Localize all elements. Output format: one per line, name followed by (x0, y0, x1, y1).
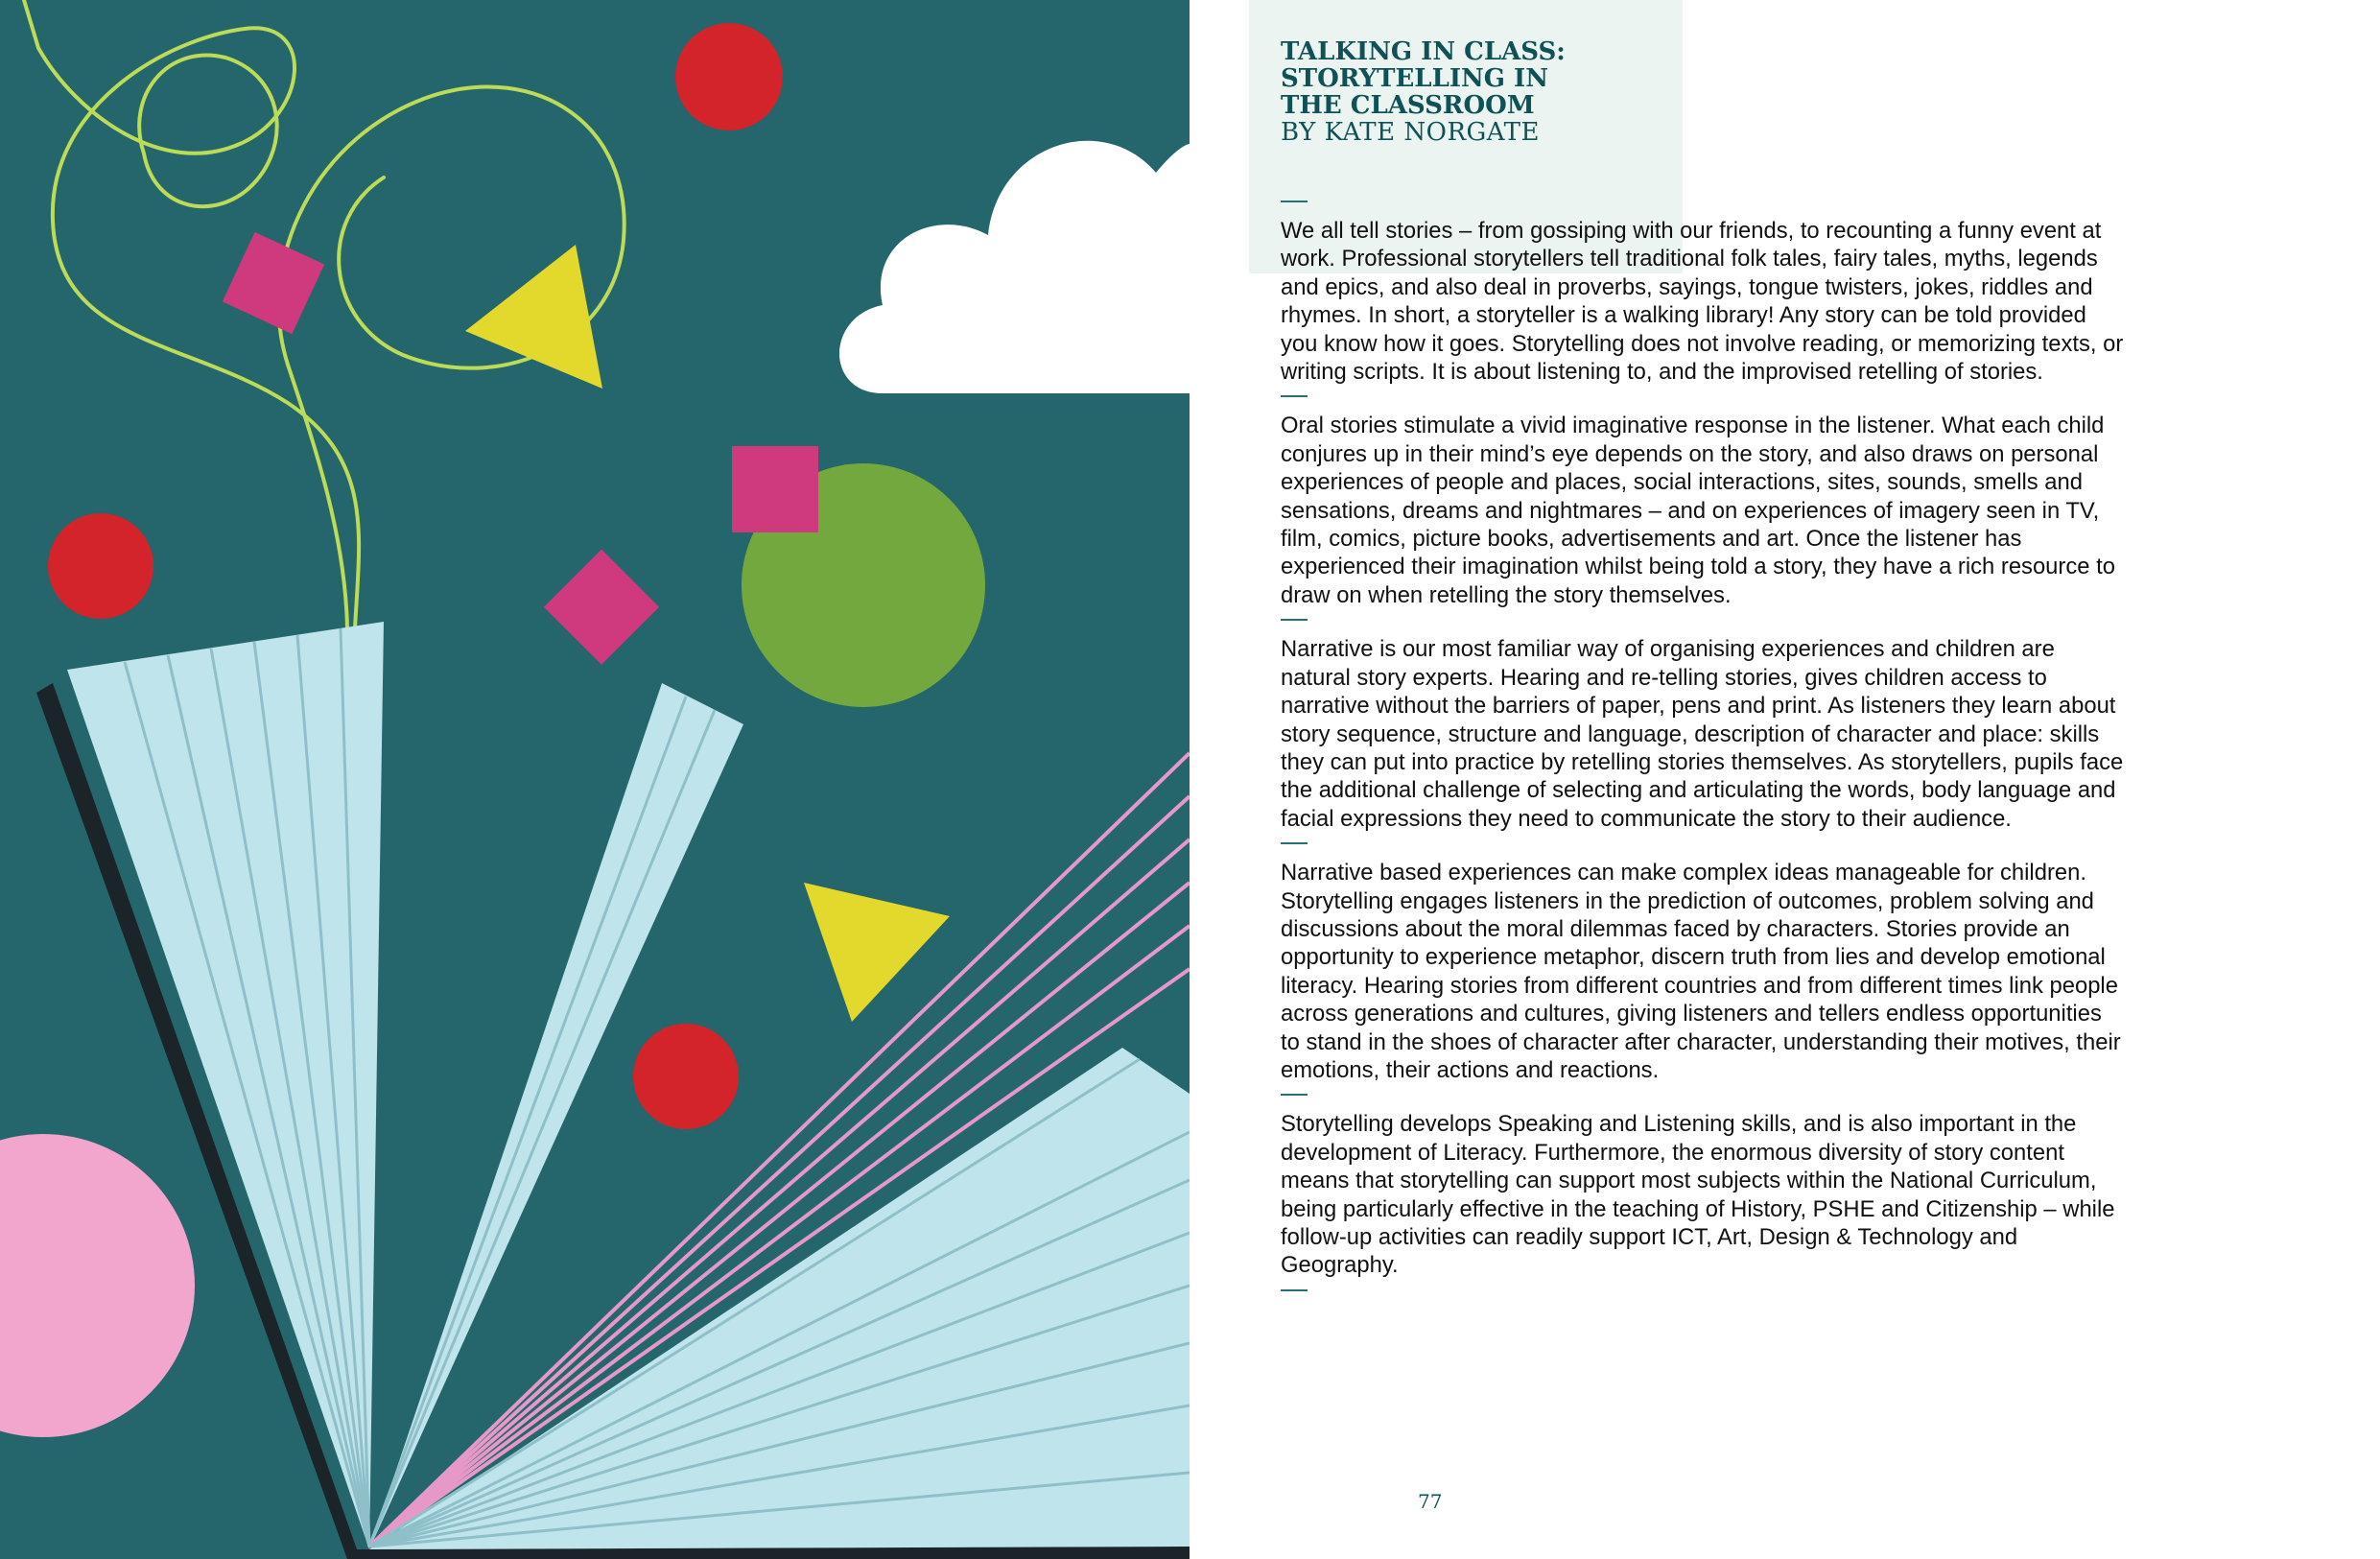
article-title-block (1281, 38, 1818, 146)
article-title-line-3: THE CLASSROOM (1281, 91, 1535, 120)
magenta-square-2 (732, 446, 818, 532)
section-divider (1281, 842, 1308, 844)
red-circle-left (48, 513, 153, 619)
article-paragraph-5: Storytelling develops Speaking and Listening skills, and is also important in the development of Literacy. Furthermore, the enormous diversity of story content means that storytelling can support most subjects within the National Curriculum, being particularly effective in the teaching of History, PSHE and Citizenship – while follow-up activities can readily support ICT, Art, Design & Technology and Geography. (1281, 1111, 2115, 1279)
red-circle-bottom (633, 1024, 739, 1129)
section-divider (1281, 395, 1308, 397)
section-divider (1281, 619, 1308, 621)
article-paragraph-4: Narrative based experiences can make complex ideas manageable for children. Storytelling engages listeners in the prediction of outcomes, problem solving and discussions about the moral dilemmas faced by characters. Stories provide an opportunity to experience metaphor, discern truth from lies and develop emotional literacy. Hearing stories from different countries and from different times link people across generations and cultures, giving listeners and tellers endless opportunities to stand in the shoes of character after character, understanding their motives, their emotions, their actions and reactions. (1281, 860, 2121, 1083)
article-title-line-1: TALKING IN CLASS: (1281, 37, 1566, 66)
section-divider (1281, 201, 1308, 202)
article-byline: BY KATE NORGATE (1281, 118, 1540, 147)
section-divider (1281, 1094, 1308, 1096)
article-title-line-2: STORYTELLING IN (1281, 64, 1548, 93)
red-circle-top (675, 23, 783, 130)
section-divider (1281, 1289, 1308, 1291)
article-paragraph-2: Oral stories stimulate a vivid imaginative response in the listener. What each child conjures up in their mind’s eye depends on the story, and also draws on personal experiences of people and places, social interactions, sites, sounds, smells and sensations, dreams and nightmares – and on experiences of imagery seen in TV, film, comics, picture books, advertisements and art. Once the listener has experienced their imagination whilst being told a story, they have a rich resource to draw on when retelling the story themselves. (1281, 413, 2115, 608)
page-number: 77 (1418, 1490, 1443, 1513)
article-body (1281, 188, 2125, 1306)
article-paragraph-1: We all tell stories – from gossiping with our friends, to recounting a funny event at work. Professional storytellers tell traditional folk tales, fairy tales, myths, legends and epics, and also deal in proverbs, sayings, tongue twisters, jokes, riddles and rhymes. In short, a storyteller is a walking library! Any story can be told provided you know how it goes. Storytelling does not involve reading, or memorizing texts, or writing scripts. It is about listening to, and the improvised retelling of stories. (1281, 218, 2124, 386)
article-paragraph-3: Narrative is our most familiar way of organising experiences and children are natural story experts. Hearing and re-telling stories, gives children access to narrative without the barriers of paper, pens and print. As listeners they learn about story sequence, structure and language, description of character and place: skills they can put into practice by retelling stories themselves. As storytellers, pupils face the additional challenge of selecting and articulating the words, body language and facial expressions they need to communicate the story to their audience. (1281, 636, 2124, 832)
